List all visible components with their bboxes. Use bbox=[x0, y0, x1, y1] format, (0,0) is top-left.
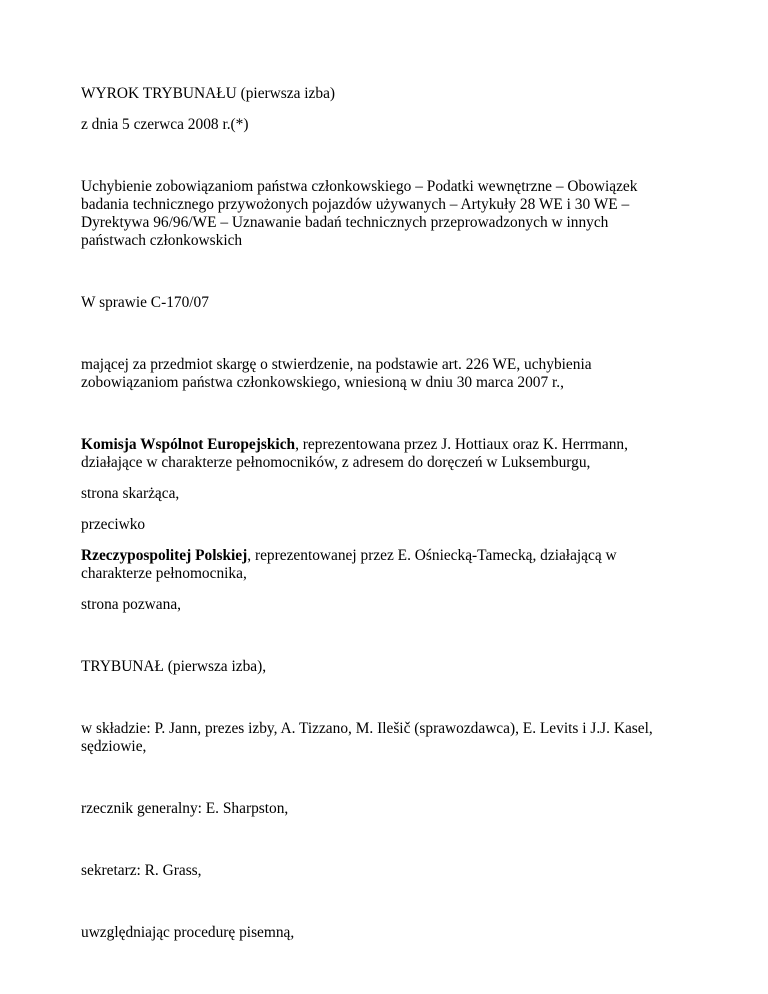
judgment-heading: WYROK TRYBUNAŁU (pierwsza izba) bbox=[81, 85, 336, 102]
action-line-2: zobowiązaniom państwa członkowskiego, wniesioną w dniu 30 marca 2007 r., bbox=[81, 374, 564, 391]
applicant-representation: , reprezentowana przez J. Hottiaux oraz K. Herrmann, bbox=[295, 436, 628, 453]
advocate-general: rzecznik generalny: E. Sharpston, bbox=[81, 800, 289, 817]
defendant-representation: , reprezentowanej przez E. Ośniecką‑Tamecką, działającą w bbox=[247, 547, 617, 564]
court-formation: TRYBUNAŁ (pierwsza izba), bbox=[81, 658, 267, 675]
defendant-line-1 bbox=[81, 547, 701, 565]
applicant-line-1 bbox=[81, 436, 701, 454]
composition-line-2: sędziowie, bbox=[81, 738, 147, 755]
composition-line-1: w składzie: P. Jann, prezes izby, A. Tizzano, M. Ilešič (sprawozdawca), E. Levits i J.J. Kasel, bbox=[81, 720, 653, 737]
subject-line-1: Uchybienie zobowiązaniom państwa członkowskiego – Podatki wewnętrzne – Obowiązek bbox=[81, 178, 638, 195]
applicant-role: strona skarżąca, bbox=[81, 485, 180, 502]
procedure-note: uwzględniając procedurę pisemną, bbox=[81, 924, 295, 941]
defendant-role: strona pozwana, bbox=[81, 596, 182, 613]
registrar: sekretarz: R. Grass, bbox=[81, 862, 202, 879]
versus: przeciwko bbox=[81, 516, 146, 533]
subject-line-2: badania technicznego przywożonych pojazdów używanych – Artykuły 28 WE i 30 WE – bbox=[81, 196, 630, 213]
applicant-line-2: działające w charakterze pełnomocników, z adresem do doręczeń w Luksemburgu, bbox=[81, 454, 591, 471]
applicant-name: Komisja Wspólnot Europejskich bbox=[81, 436, 296, 453]
subject-line-4: państwach członkowskich bbox=[81, 232, 243, 249]
action-line-1: mającej za przedmiot skargę o stwierdzenie, na podstawie art. 226 WE, uchybienia bbox=[81, 356, 592, 373]
subject-line-3: Dyrektywa 96/96/WE – Uznawanie badań technicznych przeprowadzonych w innych bbox=[81, 214, 609, 231]
judgment-date: z dnia 5 czerwca 2008 r.(*) bbox=[81, 116, 249, 133]
defendant-name: Rzeczypospolitej Polskiej bbox=[81, 547, 248, 564]
defendant-line-2: charakterze pełnomocnika, bbox=[81, 565, 247, 582]
document-page bbox=[81, 0, 701, 994]
case-number: W sprawie C‑170/07 bbox=[81, 294, 209, 311]
